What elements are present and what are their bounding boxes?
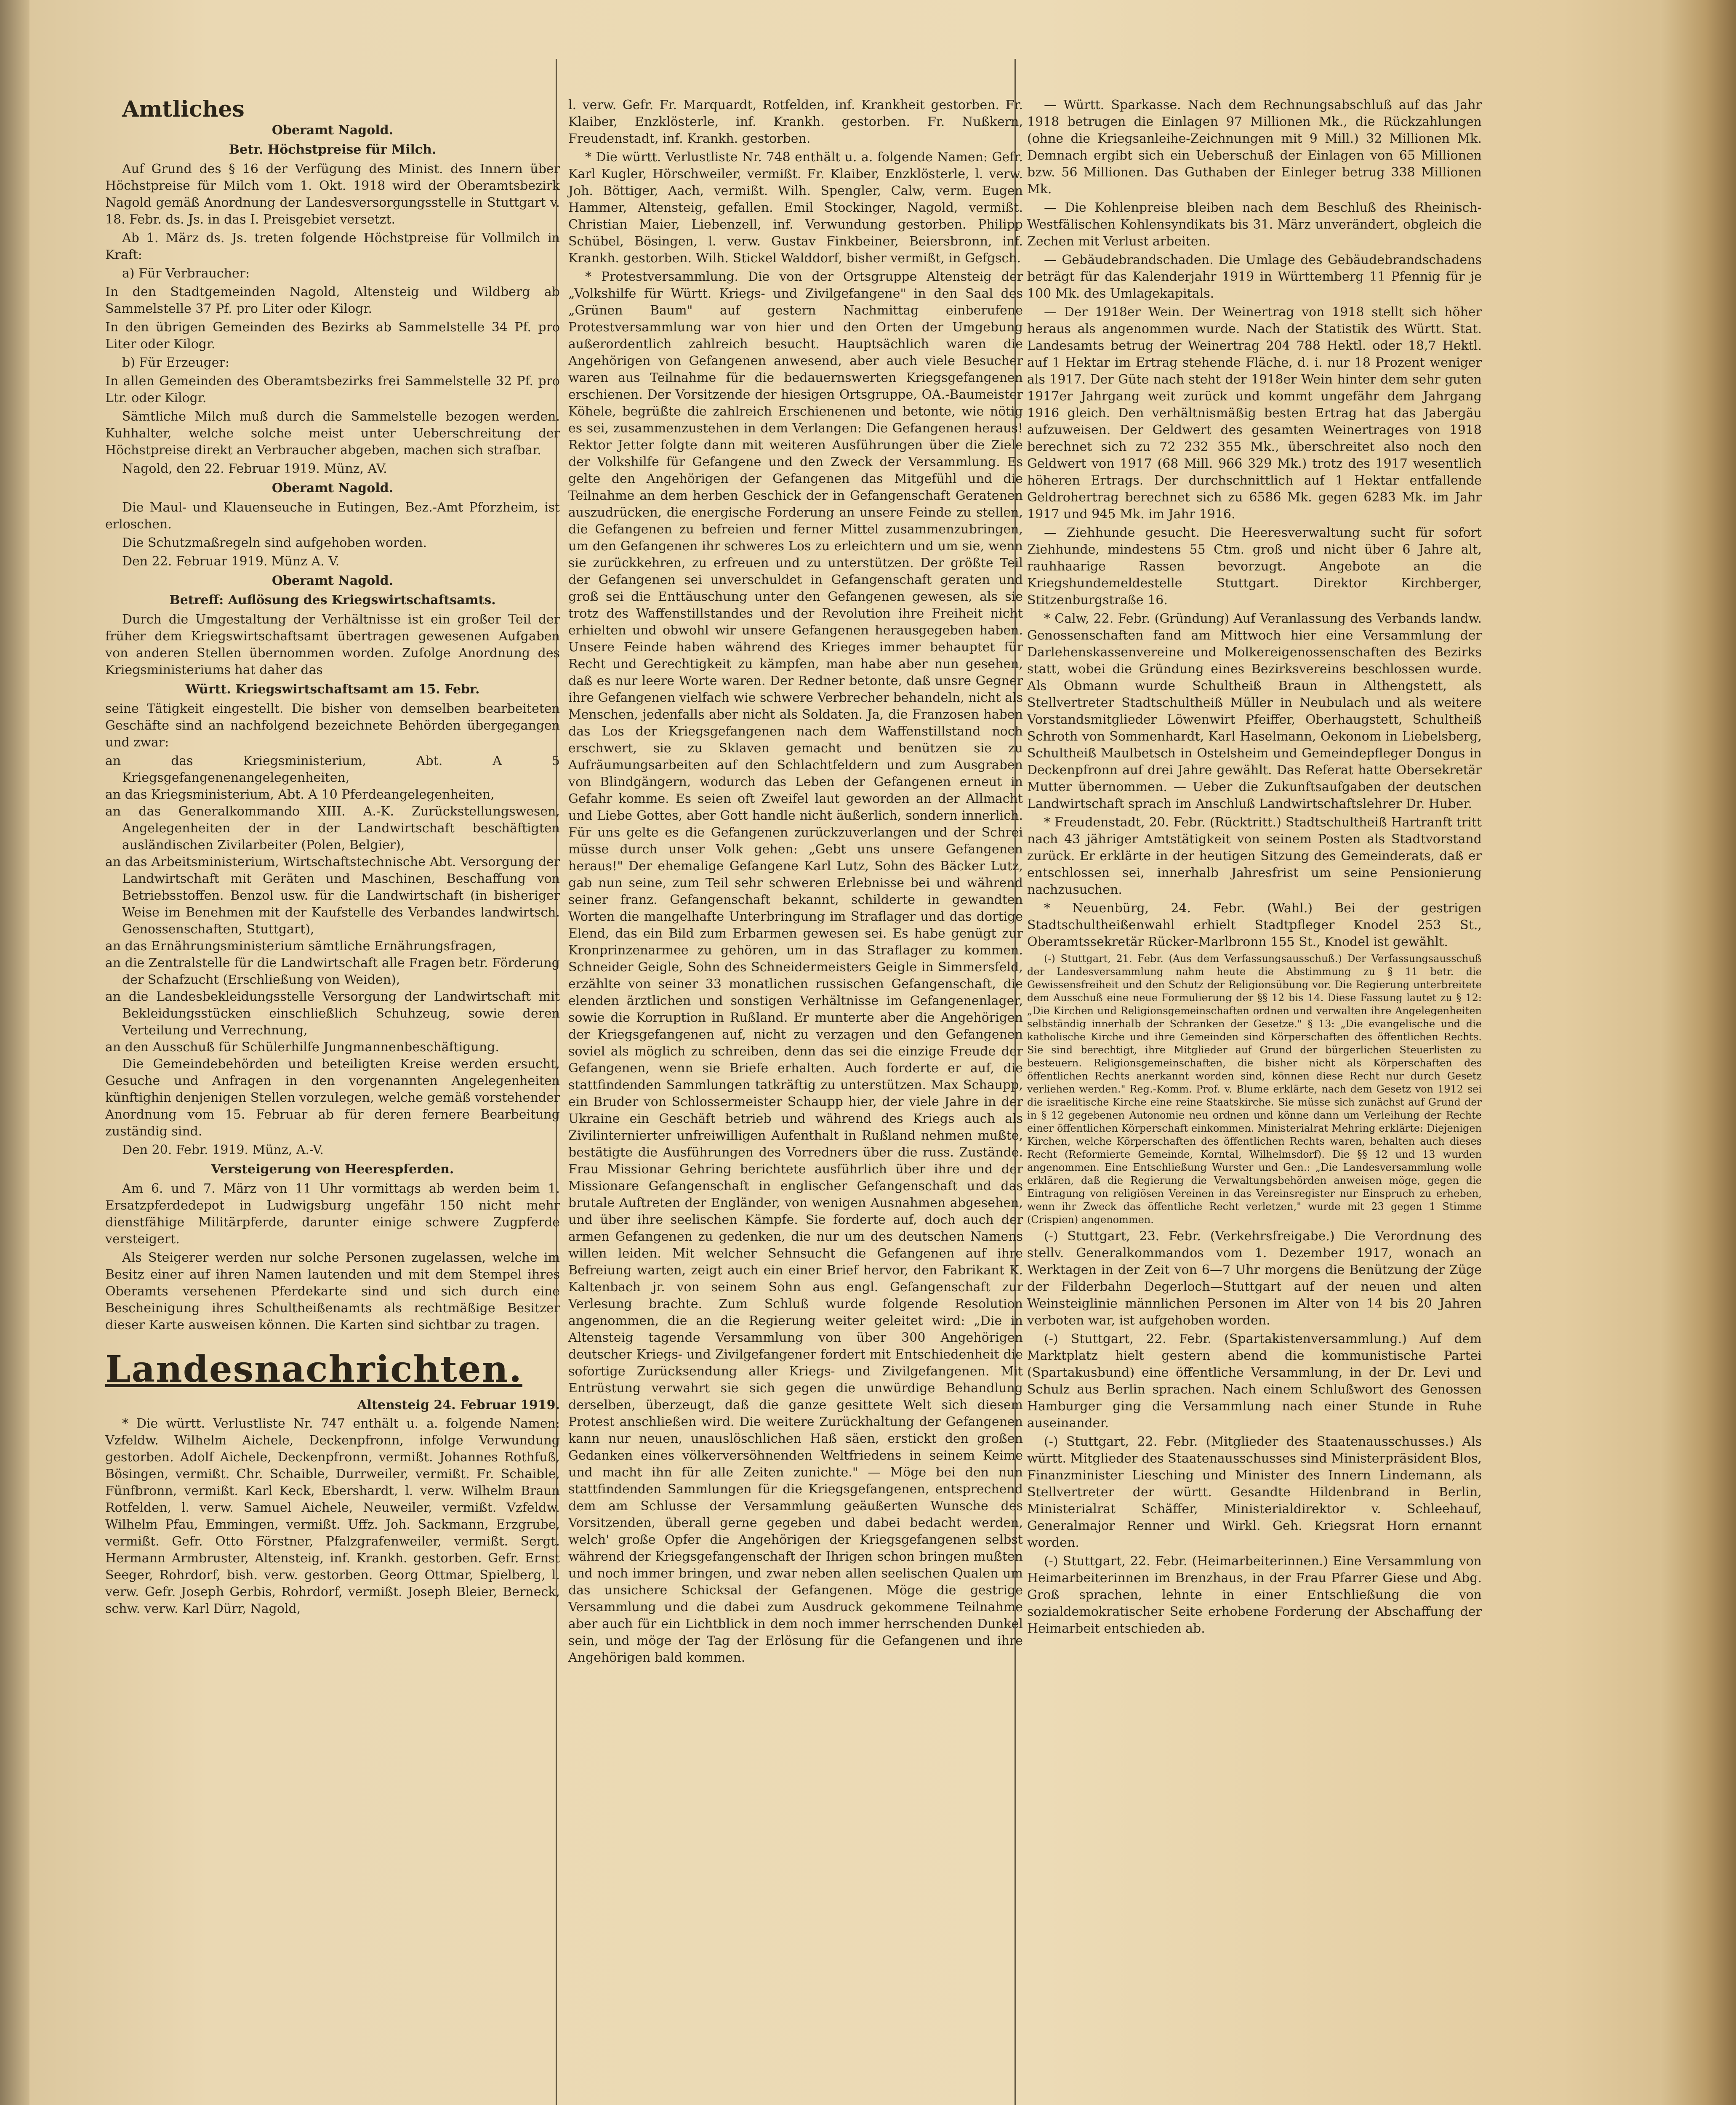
paragraph: Die Maul- und Klauenseuche in Eutingen, Bez.-Amt Pforzheim, ist erloschen.	[105, 500, 560, 532]
notice-subject: Württ. Kriegswirtschaftsamt am 15. Febr.	[185, 682, 480, 697]
paragraph: a) Für Verbraucher:	[122, 266, 250, 281]
office-heading: Oberamt Nagold.	[272, 573, 394, 588]
signature: Nagold, den 22. Februar 1919. Münz, AV.	[122, 461, 387, 476]
paragraph: — Gebäudebrandschaden. Die Umlage des Gebäudebrandschadens beträgt für das Kalenderjahr 1919 in Württemberg 11 Pfennig für je 100 Mk. des Umlagekapitals.	[1027, 253, 1482, 301]
paragraph: l. verw. Gefr. Fr. Marquardt, Rotfelden, inf. Krankheit gestorben. Fr. Klaiber, Enzklösterle, inf. Krankh. gestorben. Fr. Nußkern, Freudenstadt, inf. Krankh. gestorben.	[568, 98, 1023, 146]
paragraph: — Württ. Sparkasse. Nach dem Rechnungsabschluß auf das Jahr 1918 betrugen die Einlagen 97 Millionen Mk., die Rückzahlungen (ohne die Kriegsanleihe-Zeichnungen mit 9 Mill.) 32 Millionen Mk. Demnach ergibt sich ein Ueberschuß der Einlagen von 65 Millionen bzw. 56 Millionen. Das Guthaben der Einleger betrug 338 Millionen Mk.	[1027, 98, 1482, 197]
list-item: an das Kriegsministerium, Abt. A 5 Kriegsgefangenenangelegenheiten,	[105, 754, 560, 785]
paragraph: * Calw, 22. Febr. (Gründung) Auf Veranlassung des Verbands landw. Genossenschaften fand am Mittwoch hier eine Versammlung der Darlehenskassenvereine und Molkereigenossenschaften des Bezirks statt, wobei die Gründung eines Bezirksvereins beschlossen wurde. Als Obmann wurde Schultheiß Braun in Althengstett, als Stellvertreter Stadtschultheiß Müller in Neubulach und als weitere Vorstandsmitglieder Löwenwirt Pfeiffer, Oberhaugstett, Schultheiß Schroth von Sommenhardt, Karl Haselmann, Oekonom in Liebelsberg, Schultheiß Maulbetsch in Ostelsheim und Gemeindepfleger Dongus in Deckenpfronn auf drei Jahre gewählt. Das Referat hatte Obersekretär Mutter übernommen. — Ueber die Zukunftsaufgaben der deutschen Landwirtschaft sprach im Anschluß Landwirtschaftslehrer Dr. Huber.	[1027, 611, 1482, 811]
paragraph: (-) Stuttgart, 22. Febr. (Mitglieder des Staatenausschusses.) Als württ. Mitglieder des Staatenausschusses sind Ministerpräsident Blos, Finanzminister Liesching und Minister des Innern Lindemann, als Stellvertreter der württ. Gesandte Hildenbrand in Berlin, Ministerialrat Schäffer, Ministerialdirektor v. Schleehauf, Generalmajor Renner und Wirkl. Geh. Kriegsrat Horn ernannt worden.	[1027, 1434, 1482, 1550]
paragraph: * Protestversammlung. Die von der Ortsgruppe Altensteig der „Volkshilfe für Württ. Kriegs- und Zivilgefangene" in den Saal des „Grünen Baum" auf gestern Nachmittag einberufene Protestversammlung war von hier und den Orten der Umgebung außerordentlich zahlreich besucht. Hauptsächlich waren die Angehörigen von Gefangenen anwesend, aber auch viele Besucher waren aus Teilnahme für die bedauernswerten Kriegsgefangenen erschienen. Der Vorsitzende der hiesigen Ortsgruppe, OA.-Baumeister Köhele, begrüßte die zahlreich Erschienenen und betonte, wie nötig es sei, zusammenzustehen in dem Verlangen: Die Gefangenen heraus! Rektor Jetter folgte dann mit weiteren Ausführungen über die Ziele der Volkshilfe für Gefangene und den Zweck der Versammlung. Es gelte den Angehörigen der Gefangenen das Mitgefühl und die Teilnahme an dem herben Geschick der in Gefangenschaft Geratenen auszudrücken, die energische Forderung an unsere Feinde zu stellen, die Gefangenen zu befreien und ferner Mittel zusammenzubringen, um den Gefangenen ihr schweres Los zu erleichtern und um sie, wenn sie zurückkehren, zu erfreuen und zu unterstützen. Der größte Teil der Gefangenen sei unverschuldet in Gefangenschaft geraten und groß sei die Enttäuschung unter den Gefangenen gewesen, als sie trotz des Waffenstillstandes und der Revolution ihre Freiheit nicht erhielten und obwohl wir unsere Gefangenen herausgegeben haben. Unsere Feinde haben während des Krieges immer behauptet für Recht und Gerechtigkeit zu kämpfen, man habe aber nun gesehen, daß es nur leere Worte waren. Der Redner betonte, daß unsre Gegner ihre Gefangenen vielfach wie schwere Verbrecher behandeln, nicht als Menschen, jedenfalls aber nicht als Soldaten. Ja, die Franzosen haben das Los der Kriegsgefangenen nach dem Waffenstillstand noch erschwert, sie zu Sklaven gemacht und benützen sie zu Aufräumungsarbeiten auf den Schlachtfeldern und zum Ausgraben von Blindgängern, wodurch das Leben der Gefangenen erneut in Gefahr komme. Es seien oft Zweifel laut geworden an der Allmacht und Liebe Gottes, aber Gott handle nicht äußerlich, sondern innerlich. Für uns gelte es die Gefangenen zurückzuverlangen und der Schrei müsse durch unser Volk gehen: „Gebt uns unsere Gefangenen heraus!" Der ehemalige Gefangene Karl Lutz, Sohn des Bäcker Lutz, gab nun seine, zum Teil sehr schweren Erlebnisse bei und während seiner franz. Gefangenschaft bekannt, schilderte in gewandten Worten die mangelhafte Unterbringung im Straflager und das dortige Elend, das ein Bild zum Erbarmen gewesen sei. Es habe genügt zur Kronprinzenarmee zu gehören, um in das Straflager zu kommen. Schneider Geigle, Sohn des Schneidermeisters Geigle in Simmersfeld, erzählte von seiner 33 monatlichen russischen Gefangenschaft, die elenden ärztlichen und sonstigen Verhältnisse im Gefangenenlager, sowie die Korruption in Rußland. Er munterte aber die Angehörigen der Kriegsgefangenen auf, nicht zu verzagen und den Gefangenen soviel als möglich zu schreiben, denn das sei die einzige Freude der Gefangenen, wenn sie Briefe erhalten. Auch forderte er auf, die stattfindenden Sammlungen tatkräftig zu unterstützen. Max Schaupp, ein Bruder von Schlossermeister Schaupp hier, der viele Jahre in der Ukraine ein Geschäft betrieb und während des Kriegs auch als Zivilinternierter unfreiwilligen Aufenthalt in Rußland nehmen mußte, bestätigte die Ausführungen des Vorredners über die russ. Zustände. Frau Missionar Gehring berichtete ausführlich über ihre und der Missionare Gefangenschaft in englischer Gefangenschaft und das brutale Auftreten der Engländer, von wenigen Ausnahmen abgesehen, und über ihre seelischen Kämpfe. Sie forderte auf, doch auch der armen Gefangenen zu gedenken, die nur um des deutschen Namens willen leiden. Mit welcher Sehnsucht die Gefangenen auf ihre Befreiung warten, zeigt auch ein einer Brief hervor, den Fabrikant K. Kaltenbach jr. von seinem Sohn aus engl. Gefangenschaft zur Verlesung brachte. Zum Schluß wurde folgende Resolution angenommen, die an die Regierung weiter geleitet wird: „Die in Altensteig tagende Versammlung von über 300 Angehörigen deutscher Kriegs- und Zivilgefangener fordert mit Entschiedenheit die sofortige Zurücksendung aller Kriegs- und Zivilgefangenen. Mit Entrüstung verwahrt sie sich gegen die unwürdige Behandlung derselben, überzeugt, daß die ganze gesittete Welt sich diesem Protest anschließen wird. Die weitere Zurückhaltung der Gefangenen kann nur neuen, unauslöschlichen Haß säen, erstickt den großen Gedanken eines völkerversöhnenden Weltfriedens in seinem Keime und macht ihn für alle Zeiten zunichte." — Möge bei den nun stattfindenden Sammlungen für die Kriegsgefangenen, entsprechend dem am Schlusse der Versammlung geäußerten Wunsche des Vorsitzenden, überall gerne gegeben und dabei bedacht werden, welch' große Opfer die Angehörigen der Kriegsgefangenen selbst während der Kriegsgefangenschaft der Ihrigen schon bringen mußten und noch immer bringen, und zwar neben allen seelischen Qualen um das unsichere Schicksal der Gefangenen. Möge die gestrige Versammlung und die dabei zum Ausdruck gekommene Teilnahme aber auch für ein Lichtblick in dem noch immer herrschenden Dunkel sein, und möge der Tag der Erlösung für die Gefangenen und ihre Angehörigen bald kommen.	[568, 269, 1023, 1665]
paragraph: Auf Grund des § 16 der Verfügung des Minist. des Innern über Höchstpreise für Milch vom 1. Okt. 1918 wird der Oberamtsbezirk Nagold gemäß Anordnung der Landesversorgungsstelle in Stuttgart v. 18. Febr. ds. Js. in das I. Preisgebiet versetzt.	[105, 162, 560, 227]
notice-subject: Betreff: Auflösung des Kriegswirtschaftsamts.	[169, 593, 496, 608]
office-heading: Oberamt Nagold.	[272, 481, 394, 496]
paragraph: In allen Gemeinden des Oberamtsbezirks frei Sammelstelle 32 Pf. pro Ltr. oder Kilogr.	[105, 374, 560, 405]
paragraph: Die Schutzmaßregeln sind aufgehoben worden.	[122, 536, 427, 550]
paragraph: Ab 1. März ds. Js. treten folgende Höchstpreise für Vollmilch in Kraft:	[105, 231, 560, 262]
list-item: an das Generalkommando XIII. A.-K. Zurückstellungswesen, Angelegenheiten der in der Landwirtschaft beschäftigten ausländischen Zivilarbeiter (Polen, Belgier),	[105, 804, 560, 853]
list-item: an das Ernährungsministerium sämtliche Ernährungsfragen,	[105, 939, 496, 954]
section-title: Amtliches	[122, 96, 245, 122]
paragraph: * Die württ. Verlustliste Nr. 748 enthält u. a. folgende Namen: Gefr. Karl Kugler, Hörschweiler, vermißt. Fr. Klaiber, Enzklösterle, l. verw. Joh. Böttiger, Aach, vermißt. Wilh. Spengler, Calw, verm. Eugen Hammer, Altensteig, gefallen. Emil Stockinger, Nagold, vermißt. Christian Maier, Liebenzell, inf. Verwundung gestorben. Philipp Schübel, Bösingen, l. verw. Gustav Finkbeiner, Beiersbronn, inf. Krankh. gestorben. Wilh. Stickel Walddorf, bisher vermißt, in Gefgsch.	[568, 150, 1023, 266]
paragraph: (-) Stuttgart, 22. Febr. (Spartakistenversammlung.) Auf dem Marktplatz hielt gestern abend die kommunistische Partei (Spartakusbund) eine öffentliche Versammlung, in der Dr. Levi und Schulz aus Berlin sprachen. Nach einem Schlußwort des Genossen Hamburger ging die Versammlung nach einer Stunde in Ruhe auseinander.	[1027, 1332, 1482, 1431]
paragraph: (-) Stuttgart, 23. Febr. (Verkehrsfreigabe.) Die Verordnung des stellv. Generalkommandos vom 1. Dezember 1917, wonach an Werktagen in der Zeit von 6—7 Uhr morgens die Benützung der Züge der Filderbahn Degerloch—Stuttgart auf der neuen und alten Weinsteiglinie männlichen Personen im Alter von 14 bis 20 Jahren verboten war, ist aufgehoben worden.	[1027, 1229, 1482, 1328]
list-item: an das Kriegsministerium, Abt. A 10 Pferdeangelegenheiten,	[105, 787, 495, 802]
list-item: an die Zentralstelle für die Landwirtschaft alle Fragen betr. Förderung der Schafzucht (Erschließung von Weiden),	[105, 956, 560, 987]
paragraph: Durch die Umgestaltung der Verhältnisse ist ein großer Teil der früher dem Kriegswirtschaftsamt übertragen gewesenen Aufgaben von anderen Stellen übernommen worden. Zufolge Anordnung des Kriegsministeriums hat daher das	[105, 612, 560, 677]
paragraph: Als Steigerer werden nur solche Personen zugelassen, welche im Besitz einer auf ihren Namen lautenden und mit dem Stempel ihres Oberamts versehenen Pferdekarte sind und sich durch eine Bescheinigung ihres Schultheißenamts als rechtmäßige Besitzer dieser Karte ausweisen können. Die Karten sind sichtbar zu tragen.	[105, 1250, 560, 1332]
paragraph: * Die württ. Verlustliste Nr. 747 enthält u. a. folgende Namen: Vzfeldw. Wilhelm Aichele, Deckenpfronn, infolge Verwundung gestorben. Adolf Aichele, Deckenpfronn, vermißt. Johannes Rothfuß, Bösingen, vermißt. Chr. Schaible, Durrweiler, vermißt. Fr. Schaible, Fünfbronn, vermißt. Karl Keck, Ebershardt, l. verw. Wilhelm Braun Rotfelden, l. verw. Samuel Aichele, Neuweiler, vermißt. Vzfeldw. Wilhelm Pfau, Emmingen, vermißt. Uffz. Joh. Sackmann, Erzgrube, vermißt. Gefr. Otto Förstner, Pfalzgrafenweiler, vermißt. Sergt. Hermann Armbruster, Altensteig, inf. Krankh. gestorben. Gefr. Ernst Seeger, Rohrdorf, bish. verw. gestorben. Georg Ottmar, Spielberg, l. verw. Gefr. Joseph Gerbis, Rohrdorf, vermißt. Joseph Bleier, Berneck, schw. verw. Karl Dürr, Nagold,	[105, 1416, 560, 1616]
paragraph: b) Für Erzeuger:	[122, 355, 229, 370]
paragraph: * Neuenbürg, 24. Febr. (Wahl.) Bei der gestrigen Stadtschultheißenwahl erhielt Stadtpfleger Knodel 253 St., Oberamtssekretär Rücker-Marlbronn 155 St., Knodel ist gewählt.	[1027, 901, 1482, 949]
paragraph: — Die Kohlenpreise bleiben nach dem Beschluß des Rheinisch-Westfälischen Kohlensyndikats bis 31. März unverändert, obgleich die Zechen mit Verlust arbeiten.	[1027, 200, 1482, 249]
paragraph: In den Stadtgemeinden Nagold, Altensteig und Wildberg ab Sammelstelle 37 Pf. pro Liter oder Kilogr.	[105, 285, 560, 316]
notice-subject: Versteigerung von Heerespferden.	[211, 1162, 454, 1177]
paragraph: Die Gemeindebehörden und beteiligten Kreise werden ersucht, Gesuche und Anfragen in den vorgenannten Angelegenheiten künftighin denjenigen Stellen vorzulegen, welche gemäß vorstehender Anordnung vom 15. Februar ab für deren fernere Bearbeitung zuständig sind.	[105, 1057, 560, 1139]
column-3	[1027, 97, 1482, 1639]
paragraph: seine Tätigkeit eingestellt. Die bisher von demselben bearbeiteten Geschäfte sind an nachfolgend bezeichnete Behörden übergegangen und zwar:	[105, 701, 560, 750]
notice-subject: Betr. Höchstpreise für Milch.	[229, 142, 437, 157]
paragraph: Am 6. und 7. März von 11 Uhr vormittags ab werden beim 1. Ersatzpferdedepot in Ludwigsburg ungefähr 150 nicht mehr dienstfähige Militärpferde, darunter einige schwere Zugpferde versteigert.	[105, 1181, 560, 1247]
list-item: an den Ausschuß für Schülerhilfe Jungmannenbeschäftigung.	[105, 1040, 499, 1055]
paragraph: Sämtliche Milch muß durch die Sammelstelle bezogen werden. Kuhhalter, welche solche meist unter Ueberschreitung der Höchstpreise direkt an Verbraucher abgeben, machen sich strafbar.	[105, 409, 560, 458]
page-edge	[1660, 0, 1736, 2105]
signature: Den 20. Febr. 1919. Münz, A.-V.	[122, 1143, 324, 1157]
signature: Den 22. Februar 1919. Münz A. V.	[122, 554, 340, 569]
list-item: an das Arbeitsministerium, Wirtschaftstechnische Abt. Versorgung der Landwirtschaft mit Geräten und Maschinen, Beschaffung von Betriebsstoffen. Benzol usw. für die Landwirtschaft (in bisheriger Weise im Benehmen mit der Kaufstelle des Verbandes landwirtsch. Genossenschaften, Stuttgart),	[105, 855, 560, 937]
section-title-large: Landesnachrichten.	[105, 1348, 522, 1391]
dateline: Altensteig 24. Februar 1919.	[357, 1398, 560, 1412]
column-1	[105, 97, 560, 1619]
paragraph: * Freudenstadt, 20. Febr. (Rücktritt.) Stadtschultheiß Hartranft tritt nach 43 jähriger Amtstätigkeit von seinem Posten als Stadtvorstand zurück. Er erklärte in der heutigen Sitzung des Gemeinderats, daß er entschlossen sei, innerhalb Jahresfrist um seine Pensionierung nachzusuchen.	[1027, 815, 1482, 897]
paragraph: In den übrigen Gemeinden des Bezirks ab Sammelstelle 34 Pf. pro Liter oder Kilogr.	[105, 320, 560, 352]
paragraph: (-) Stuttgart, 22. Febr. (Heimarbeiterinnen.) Eine Versammlung von Heimarbeiterinnen im Brenzhaus, in der Frau Pfarrer Giese und Abg. Groß sprachen, lehnte in einer Entschließung die von sozialdemokratischer Seite erhobene Forderung der Abschaffung der Heimarbeit entschieden ab.	[1027, 1554, 1482, 1636]
paragraph: — Ziehhunde gesucht. Die Heeresverwaltung sucht für sofort Ziehhunde, mindestens 55 Ctm. groß und nicht über 6 Jahre alt, rauhhaarige Rassen bevorzugt. Angebote an die Kriegshundemeldestelle Stuttgart. Direktor Kirchberger, Stitzenburgstraße 16.	[1027, 525, 1482, 608]
column-2	[568, 97, 1023, 1668]
binding-shadow	[0, 0, 29, 2105]
paragraph: (-) Stuttgart, 21. Febr. (Aus dem Verfassungsausschuß.) Der Verfassungsausschuß der Landesversammlung nahm heute die Abstimmung zu § 11 betr. die Gewissensfreiheit und den Schutz der Religionsübung vor. Die Regierung unterbreitete dem Ausschuß eine neue Formulierung der §§ 12 bis 14. Diese Fassung lautet zu § 12: „Die Kirchen und Religionsgemeinschaften ordnen und verwalten ihre Angelegenheiten selbständig innerhalb der Schranken der Gesetze." § 13: „Die evangelische und die katholische Kirche und ihre Gemeinden sind Körperschaften des öffentlichen Rechts. Sie sind berechtigt, ihre Mitglieder auf Grund der bürgerlichen Steuerlisten zu besteuern. Religionsgemeinschaften, die bisher nicht als Körperschaften des öffentlichen Rechts anerkannt worden sind, können diese Recht nur durch Gesetz verliehen werden." Reg.-Komm. Prof. v. Blume erklärte, nach dem Gesetz von 1912 sei die israelitische Kirche eine reine Staatskirche. Sie müsse sich zunächst auf Grund der in § 12 gegebenen Autonomie neu ordnen und könne dann um Verleihung der Rechte einer öffentlichen Körperschaft einkommen. Ministerialrat Mehring erklärte: Diejenigen Kirchen, welche Körperschaften des öffentlichen Rechts waren, behalten auch dieses Recht (Reformierte Gemeinde, Korntal, Wilhelmsdorf). Die §§ 12 und 13 wurden angenommen. Eine Entschließung Wurster und Gen.: „Die Landesversammlung wolle erklären, daß die Regierung die Verwaltungsbehörden anweisen möge, gegen die Eintragung von religiösen Vereinen in das Vereinsregister nur Einspruch zu erheben, wenn ihr Zweck das öffentliche Recht verletzen," wurde mit 23 gegen 1 Stimme (Crispien) angenommen.	[1027, 953, 1482, 1226]
paragraph: — Der 1918er Wein. Der Weinertrag von 1918 stellt sich höher heraus als angenommen wurde. Nach der Statistik des Württ. Stat. Landesamts betrug der Weinertrag 204 788 Hektl. oder 18,7 Hektl. auf 1 Hektar im Ertrag stehende Fläche, d. i. nur 18 Prozent weniger als 1917. Der Güte nach steht der 1918er Wein hinter dem sehr guten 1917er Jahrgang weit zurück und kommt ungefähr dem Jahrgang 1916 gleich. Den verhältnismäßig besten Ertrag hat das Jabergäu aufzuweisen. Der Geldwert des gesamten Weinertrages von 1918 berechnet sich zu 72 232 355 Mk., überschreitet also noch den Geldwert von 1917 (68 Mill. 966 329 Mk.) trotz des 1917 wesentlich höheren Ertrags. Der durchschnittlich auf 1 Hektar entfallende Geldrohertrag berechnet sich zu 6586 Mk. gegen 6283 Mk. im Jahr 1917 und 945 Mk. im Jahr 1916.	[1027, 305, 1482, 522]
list-item: an die Landesbekleidungsstelle Versorgung der Landwirtschaft mit Bekleidungsstücken einschließlich Schuhzeug, sowie deren Verteilung und Verrechnung,	[105, 989, 560, 1038]
office-heading: Oberamt Nagold.	[272, 123, 394, 138]
